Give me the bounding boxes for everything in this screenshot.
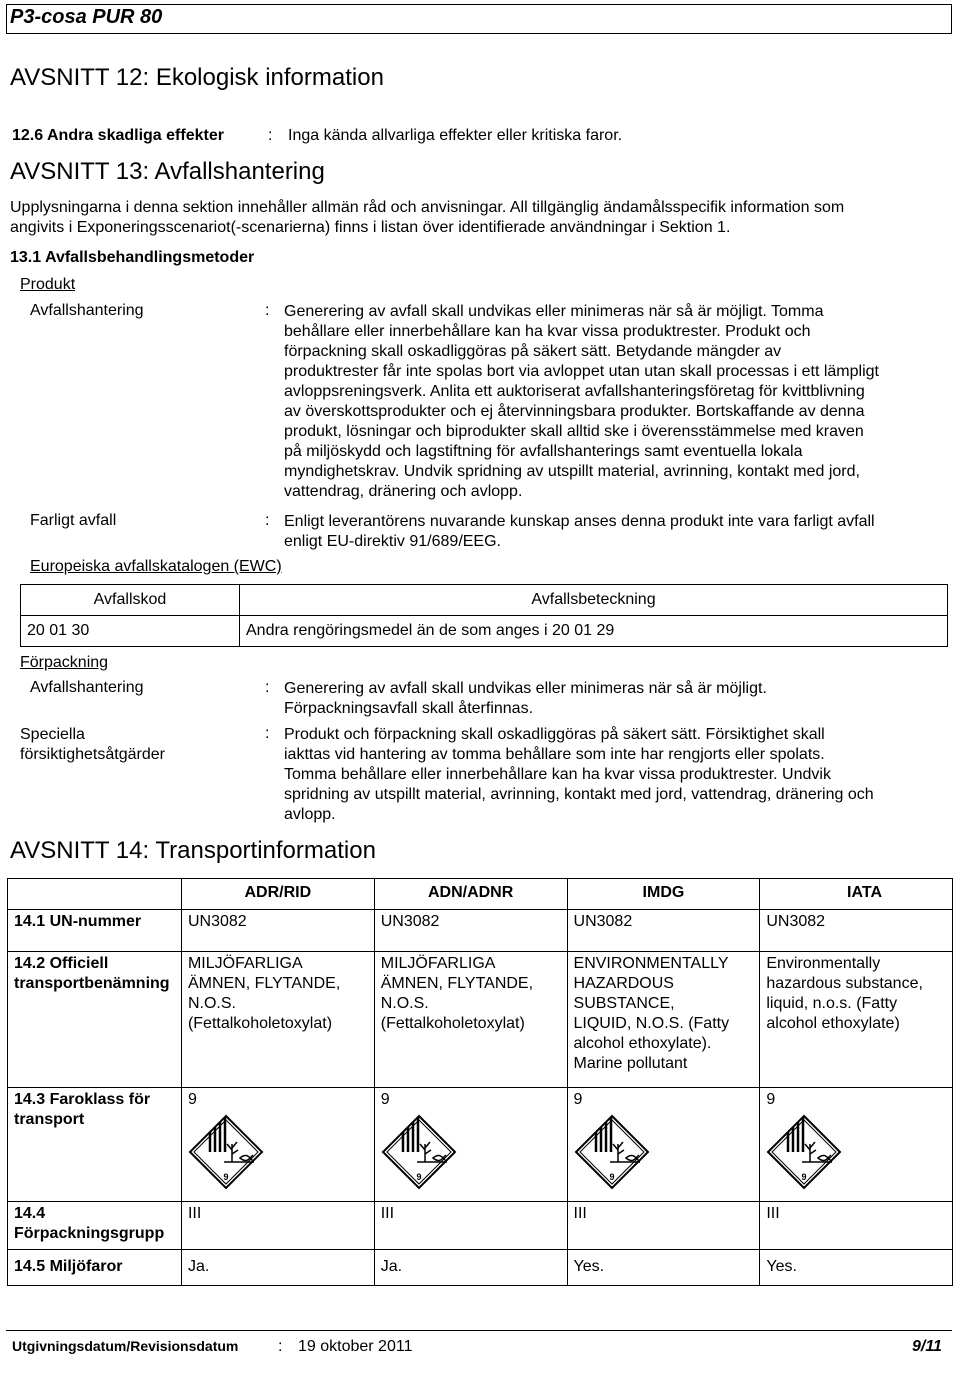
footer-colon: :	[278, 1338, 283, 1355]
farligt-avfall-text: Enligt leverantörens nuvarande kunskap anses denna produkt inte vara farligt avfall enligt EU-direktiv 91/689/EEG.	[284, 513, 875, 550]
farligt-avfall-label: Farligt avfall	[30, 512, 117, 529]
subsection-13-1: 13.1 Avfallsbehandlingsmetoder	[10, 249, 255, 266]
speciella-text: Produkt och förpackning skall oskadliggöras på säkert sätt. Försiktighet skall iakttas vid hantering av tomma behållare som inte har rengjorts eller spolats. Tomma behållare eller innerbehållare kan ha kvar vissa produktrester. Undvik spridning av utspillt material, avrinning, kontakt med jord, vattendrag, dränering och avlopp.	[284, 726, 874, 823]
avfallshantering-colon: :	[265, 302, 270, 319]
forpackning-heading: Förpackning	[20, 654, 109, 671]
col-imdg: IMDG	[567, 879, 760, 910]
section-14-title: AVSNITT 14: Transportinformation	[10, 837, 376, 864]
transport-header-empty	[8, 879, 182, 910]
section-13-intro-line2: angivits i Exponeringsscenariot(-scenarierna) finns i listan över identifierade användningar i Sektion 1.	[10, 219, 731, 236]
speciella-colon: :	[265, 725, 270, 742]
env-hazard-iata: Yes.	[760, 1250, 953, 1286]
shipping-name-adn: MILJÖFARLIGA ÄMNEN, FLYTANDE, N.O.S. (Fettalkoholetoxylat)	[374, 952, 567, 1088]
shipping-name-iata: Environmentally hazardous substance, liquid, n.o.s. (Fatty alcohol ethoxylate)	[760, 952, 953, 1088]
row-14-1	[8, 910, 953, 952]
ewc-code: 20 01 30	[21, 616, 240, 647]
row-14-4	[8, 1202, 953, 1250]
un-number-adn: UN3082	[374, 910, 567, 952]
product-name: P3-cosa PUR 80	[10, 6, 163, 28]
un-number-iata: UN3082	[760, 910, 953, 952]
avfallshantering-label: Avfallshantering	[30, 302, 144, 319]
ewc-desc: Andra rengöringsmedel än de som anges i 20 01 29	[240, 616, 948, 647]
un-number-imdg: UN3082	[567, 910, 760, 952]
pack-avfallshantering-text: Generering av avfall skall undvikas eller minimeras när så är möjligt. Förpackningsavfall skall återfinnas.	[284, 680, 767, 717]
col-adn-adnr: ADN/ADNR	[374, 879, 567, 910]
item-12-6-colon: :	[268, 127, 273, 144]
col-adr-rid: ADR/RID	[181, 879, 374, 910]
packing-group-adn: III	[374, 1202, 567, 1250]
ewc-table	[20, 584, 948, 647]
row-14-5	[8, 1250, 953, 1286]
page-number: 9/11	[912, 1338, 942, 1355]
hazard-class-adr: 9	[181, 1088, 374, 1202]
ewc-heading: Europeiska avfallskatalogen (EWC)	[30, 558, 282, 575]
produkt-heading: Produkt	[20, 276, 76, 293]
pack-avfallshantering-label: Avfallshantering	[30, 679, 144, 696]
footer-label: Utgivningsdatum/Revisionsdatum	[12, 1338, 239, 1354]
class-9-diamond-icon	[766, 1114, 842, 1190]
ewc-col-avfallskod: Avfallskod	[21, 585, 240, 616]
transport-header-row	[8, 879, 953, 910]
ewc-data-row	[21, 616, 948, 647]
ewc-col-avfallsbeteckning: Avfallsbeteckning	[240, 585, 948, 616]
speciella-label: Speciella försiktighetsåtgärder	[20, 726, 165, 763]
row-14-3	[8, 1088, 953, 1202]
transport-table	[7, 878, 953, 1286]
row-14-1-label: 14.1 UN-nummer	[8, 910, 182, 952]
env-hazard-adr: Ja.	[181, 1250, 374, 1286]
section-13-title: AVSNITT 13: Avfallshantering	[10, 158, 325, 185]
packing-group-adr: III	[181, 1202, 374, 1250]
section-12-title: AVSNITT 12: Ekologisk information	[10, 64, 384, 91]
hazard-class-iata: 9	[760, 1088, 953, 1202]
ewc-header-row	[21, 585, 948, 616]
env-hazard-imdg: Yes.	[567, 1250, 760, 1286]
hazard-class-adn: 9	[374, 1088, 567, 1202]
class-9-diamond-icon	[574, 1114, 650, 1190]
pack-avfallshantering-colon: :	[265, 679, 270, 696]
packing-group-iata: III	[760, 1202, 953, 1250]
hazard-class-imdg: 9	[567, 1088, 760, 1202]
footer-date: 19 oktober 2011	[298, 1338, 413, 1355]
row-14-4-label: 14.4 Förpackningsgrupp	[8, 1202, 182, 1250]
packing-group-imdg: III	[567, 1202, 760, 1250]
farligt-avfall-colon: :	[265, 512, 270, 529]
row-14-5-label: 14.5 Miljöfaror	[8, 1250, 182, 1286]
un-number-adr: UN3082	[181, 910, 374, 952]
class-9-diamond-icon	[381, 1114, 457, 1190]
section-13-intro-line1: Upplysningarna i denna sektion innehåller allmän råd och anvisningar. All tillgänglig ändamålsspecifik information som	[10, 199, 845, 216]
avfallshantering-text: Generering av avfall skall undvikas eller minimeras när så är möjligt. Tomma behållare eller innerbehållare kan ha kvar vissa produktrester. Produkt och förpackning skall oskadliggöras på säkert sätt. Betydande mängder av produktrester får inte spolas bort via avloppet utan utan skall processas i ett lämpligt avloppsreningsverk. Anlita ett auktoriserat avfallshanteringsföretag för kvittblivning av överskottsprodukter och ej återvinningsbara produkter. Bortskaffande av denna produkt, lösningar och biprodukter skall alltid ske i överensstämmelse med kraven på miljöskydd och lagstiftning för avfallshanterings samt eventuella lokala myndighetskrav. Undvik spridning av utspillt material, avrinning, kontakt med jord, vattendrag, dränering och avlopp.	[284, 303, 879, 500]
shipping-name-imdg: ENVIRONMENTALLY HAZARDOUS SUBSTANCE, LIQUID, N.O.S. (Fatty alcohol ethoxylate). Marine pollutant	[567, 952, 760, 1088]
row-14-2-label: 14.2 Officiell transportbenämning	[8, 952, 182, 1088]
item-12-6-value: Inga kända allvarliga effekter eller kritiska faror.	[288, 127, 623, 144]
row-14-2	[8, 952, 953, 1088]
item-12-6-label: 12.6 Andra skadliga effekter	[12, 127, 224, 144]
footer-divider	[6, 1330, 952, 1331]
shipping-name-adr: MILJÖFARLIGA ÄMNEN, FLYTANDE, N.O.S. (Fettalkoholetoxylat)	[181, 952, 374, 1088]
col-iata: IATA	[760, 879, 953, 910]
row-14-3-label: 14.3 Faroklass för transport	[8, 1088, 182, 1202]
env-hazard-adn: Ja.	[374, 1250, 567, 1286]
class-9-diamond-icon	[188, 1114, 264, 1190]
